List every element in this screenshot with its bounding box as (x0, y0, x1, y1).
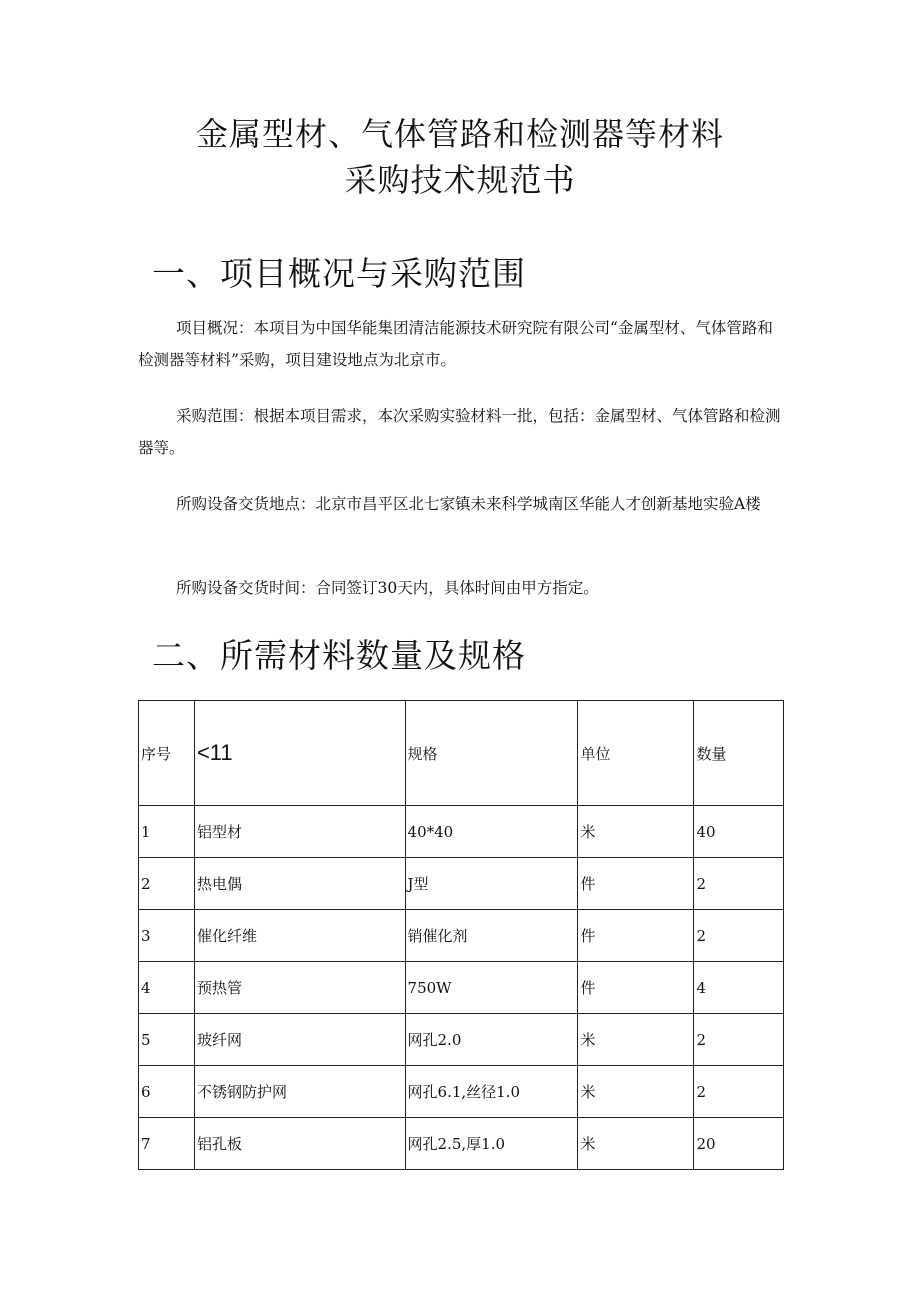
row-index-cell: 3 (139, 910, 195, 962)
row-unit-cell: 件 (578, 858, 694, 910)
row-quantity-cell: 2 (694, 858, 784, 910)
document-title-line-1: 金属型材、气体管路和检测器等材料 (195, 115, 724, 153)
row-spec-cell: 网孔6.1,丝径1.0 (405, 1066, 578, 1118)
row-name-cell: 不锈钢防护网 (194, 1066, 405, 1118)
procurement-scope-paragraph: 采购范围：根据本项目需求，本次采购实验材料一批，包括：金属型材、气体管路和检测器等。 (138, 407, 781, 457)
row-index-cell: 5 (139, 1014, 195, 1066)
row-quantity-cell: 20 (694, 1118, 784, 1170)
row-index-cell: 1 (139, 806, 195, 858)
row-name-cell: 热电偶 (194, 858, 405, 910)
row-name-cell: 预热管 (194, 962, 405, 1014)
section-2-heading: 二、所需材料数量及规格 (152, 636, 526, 675)
header-cell-unit: 单位 (578, 701, 694, 806)
header-cell-spec: 规格 (405, 701, 578, 806)
row-index-cell: 2 (139, 858, 195, 910)
header-cell-index: 序号 (139, 701, 195, 806)
table-row (139, 962, 784, 1014)
table-row (139, 910, 784, 962)
header-cell-quantity: 数量 (694, 701, 784, 806)
row-quantity-cell: 40 (694, 806, 784, 858)
row-spec-cell: 销催化剂 (405, 910, 578, 962)
row-unit-cell: 件 (578, 910, 694, 962)
row-unit-cell: 米 (578, 1014, 694, 1066)
row-spec-cell: 网孔2.5,厚1.0 (405, 1118, 578, 1170)
row-name-cell: 催化纤维 (194, 910, 405, 962)
document-title-line-2: 采购技术规范书 (344, 161, 576, 199)
table-row (139, 858, 784, 910)
table-row (139, 1014, 784, 1066)
row-unit-cell: 米 (578, 1118, 694, 1170)
row-name-cell: 铝型材 (194, 806, 405, 858)
table-row (139, 1066, 784, 1118)
table-header-row (139, 701, 784, 806)
table-row (139, 1118, 784, 1170)
row-index-cell: 4 (139, 962, 195, 1014)
row-index-cell: 6 (139, 1066, 195, 1118)
row-spec-cell: J型 (405, 858, 578, 910)
row-unit-cell: 米 (578, 1066, 694, 1118)
row-quantity-cell: 2 (694, 910, 784, 962)
row-name-cell: 铝孔板 (194, 1118, 405, 1170)
delivery-time-paragraph: 所购设备交货时间：合同签订30天内，具体时间由甲方指定。 (176, 579, 599, 597)
row-name-cell: 玻纤网 (194, 1014, 405, 1066)
row-quantity-cell: 2 (694, 1066, 784, 1118)
row-index-cell: 7 (139, 1118, 195, 1170)
materials-spec-table (138, 700, 784, 1170)
table-row (139, 806, 784, 858)
project-overview-paragraph: 项目概况：本项目为中国华能集团清洁能源技术研究院有限公司“金属型材、气体管路和检测器等材料”采购，项目建设地点为北京市。 (138, 319, 773, 369)
delivery-location-paragraph: 所购设备交货地点：北京市昌平区北七家镇未来科学城南区华能人才创新基地实验A楼 (176, 495, 761, 513)
row-unit-cell: 件 (578, 962, 694, 1014)
row-quantity-cell: 4 (694, 962, 784, 1014)
row-quantity-cell: 2 (694, 1014, 784, 1066)
section-1-heading: 一、项目概况与采购范围 (152, 254, 526, 293)
row-spec-cell: 40*40 (405, 806, 578, 858)
row-unit-cell: 米 (578, 806, 694, 858)
header-cell-name: <11 (194, 701, 405, 806)
row-spec-cell: 网孔2.0 (405, 1014, 578, 1066)
row-spec-cell: 750W (405, 962, 578, 1014)
